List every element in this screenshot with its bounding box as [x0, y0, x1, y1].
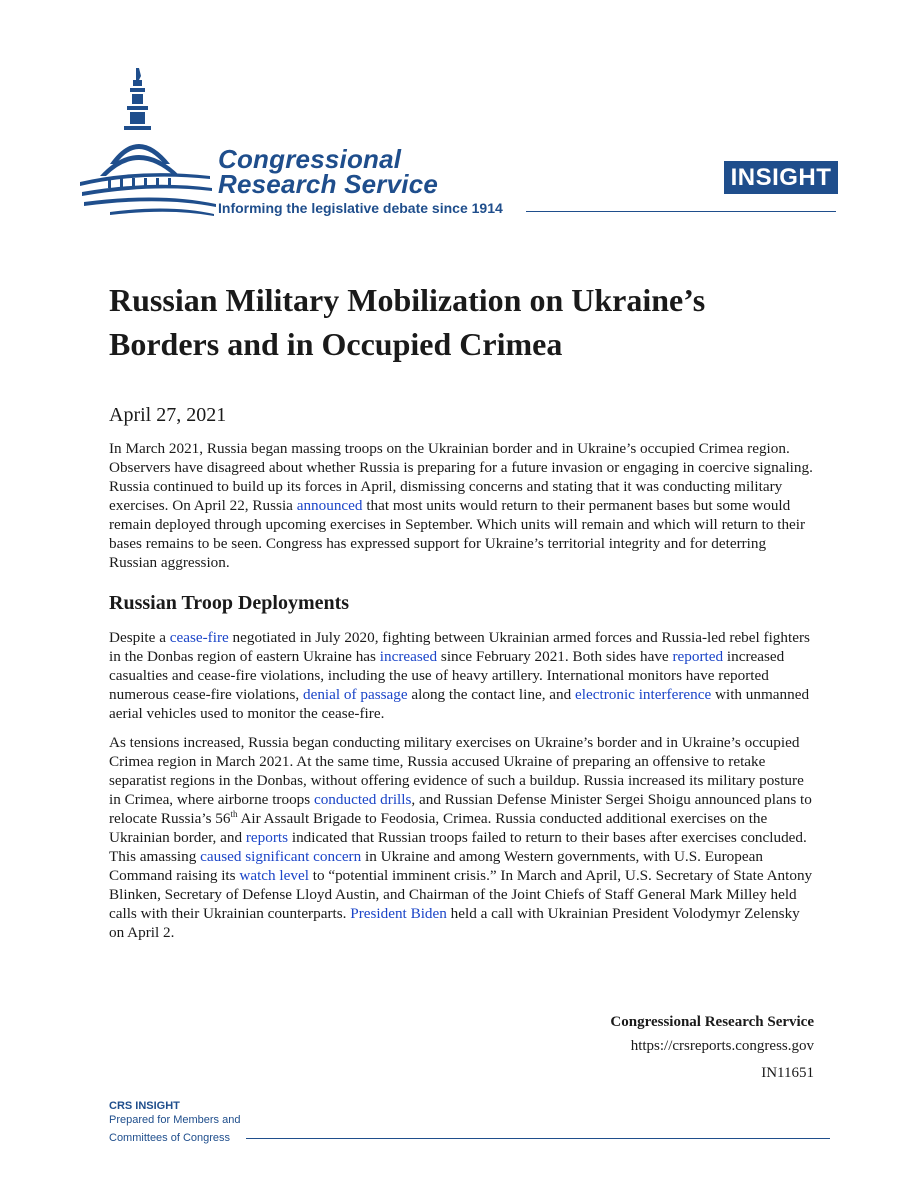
link-conducted-drills[interactable]: conducted drills: [313, 791, 412, 808]
footer-org: Congressional Research Service: [610, 1014, 814, 1030]
org-name-line2: Research Service: [218, 169, 439, 199]
footer-url[interactable]: https://crsreports.congress.gov: [630, 1038, 814, 1054]
text: in Ukraine and among Western governments, with U.S. European Command raising its: [109, 848, 763, 884]
text: to “potential imminent crisis.” In March and April, U.S. Secretary of State Antony Blinken, Secretary of Defense Lloyd Austin, and Chairman of the Joint Chiefs of Staff General Mark Milley held calls with their Ukrainian counterparts.: [109, 867, 813, 922]
link-cease-fire[interactable]: cease-fire: [169, 629, 229, 646]
org-tagline: Informing the legislative debate since 1914: [218, 200, 503, 216]
text: Air Assault Brigade to Feodosia, Crimea. Russia conducted additional exercises on the Ukrainian border, and: [109, 810, 768, 846]
page-title: Russian Military Mobilization on Ukraine’s Borders and in Occupied Crimea: [109, 282, 706, 362]
text: that most units would return to their permanent bases but some would remain deployed through upcoming exercises in September. Which units will remain and which will return to their bases remains to be seen. Congress has expressed support for Ukraine’s territorial integrity and for deterring Russian aggression.: [109, 497, 806, 571]
superscript: th: [230, 808, 238, 819]
prepared-for-line2: Committees of Congress: [109, 1132, 231, 1144]
header-rule: [526, 211, 836, 212]
link-denial-of-passage[interactable]: denial of passage: [303, 686, 408, 703]
text: , and Russian Defense Minister Sergei Shoigu announced plans to relocate Russia’s 56: [109, 791, 812, 827]
text: held a call with Ukrainian President Volodymyr Zelensky on April 2.: [109, 905, 800, 941]
footer-rule: [246, 1138, 830, 1139]
footer-report-id: IN11651: [761, 1065, 814, 1081]
text: with unmanned aerial vehicles used to monitor the cease-fire.: [109, 686, 810, 722]
link-reported[interactable]: reported: [672, 648, 724, 665]
link-caused-significant-concern[interactable]: caused significant concern: [200, 848, 362, 865]
text: Despite a: [109, 629, 170, 646]
link-president-biden[interactable]: President Biden: [350, 905, 447, 922]
insight-badge: INSIGHT: [724, 161, 838, 194]
text: As tensions increased, Russia began conducting military exercises on Ukraine’s border and in Ukraine’s occupied Crimea region in March 2021. At the same time, Russia accused Ukraine of preparing an offensive to retake separatist regions in the Donbas, without offering evidence of such a buildup. Russia increased its military posture in Crimea, where airborne troops: [109, 734, 804, 808]
link-reports[interactable]: reports: [245, 829, 289, 846]
intro-paragraph: [109, 439, 814, 572]
text: indicated that Russian troops failed to return to their bases after exercises concluded. This amassing: [109, 829, 807, 865]
publication-date: April 27, 2021: [109, 404, 227, 426]
section-heading: Russian Troop Deployments: [109, 592, 350, 614]
prepared-for-line1: Prepared for Members and: [109, 1114, 241, 1126]
link-electronic-interference[interactable]: electronic interference: [575, 686, 712, 703]
paragraph-ceasefire: [109, 628, 814, 723]
text: along the contact line, and: [407, 686, 576, 703]
text: In March 2021, Russia began massing troops on the Ukrainian border and in Ukraine’s occupied Crimea region. Observers have disagreed about whether Russia is preparing for a future invasion or engaging in coercive signaling. Russia continued to build up its forces in April, dismissing concerns and stating that it was conducting military exercises. On April 22, Russia: [109, 440, 813, 514]
text: increased casualties and cease-fire violations, including the use of heavy artillery. International monitors have reported numerous cease-fire violations,: [109, 648, 785, 703]
text: negotiated in July 2020, fighting between Ukrainian armed forces and Russia-led rebel fighters in the Donbas region of eastern Ukraine has: [109, 629, 810, 665]
link-announced[interactable]: announced: [296, 497, 363, 514]
link-increased[interactable]: increased: [379, 648, 438, 665]
link-watch-level[interactable]: watch level: [239, 867, 309, 884]
org-name-line1: Congressional: [218, 144, 402, 174]
paragraph-tensions: [109, 733, 814, 942]
text: since February 2021. Both sides have: [437, 648, 673, 665]
crs-insight-label: CRS INSIGHT: [109, 1100, 180, 1112]
